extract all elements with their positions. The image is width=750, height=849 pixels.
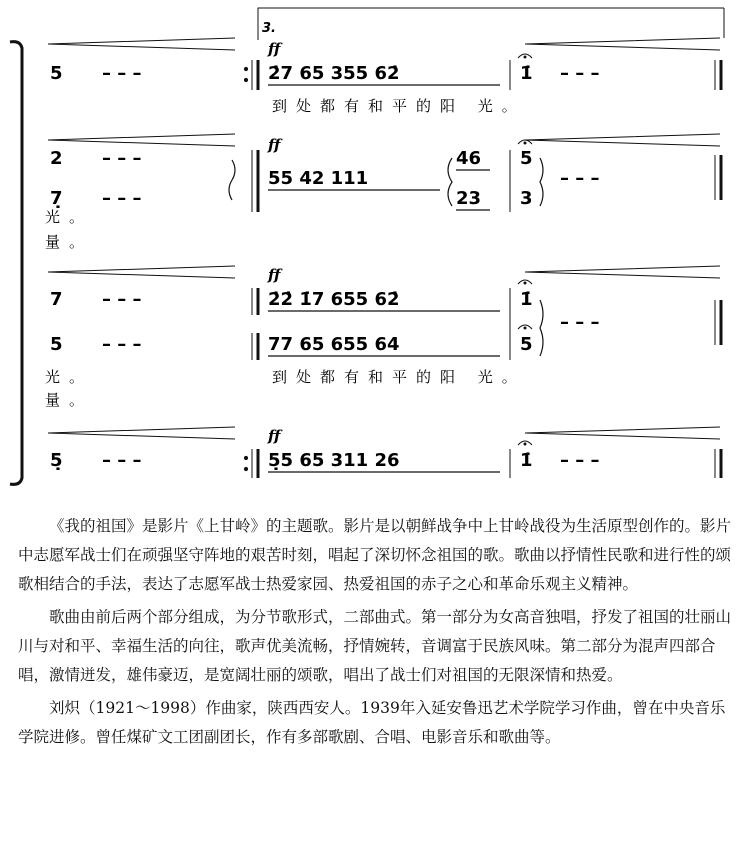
tail-dash: – – – bbox=[560, 450, 600, 471]
dynamic-ff-1: ff bbox=[268, 40, 281, 58]
dynamic-ff-3: ff bbox=[268, 266, 281, 284]
end-note-upper: 1̇ bbox=[520, 289, 533, 310]
staff-row-3 bbox=[45, 289, 600, 409]
paragraph-structure: 歌曲由前后两个部分组成，为分节歌形式，二部曲式。第一部分为女高音独唱，抒发了祖国的壮丽山川与对和平、幸福生活的向往，歌声优美流畅，抒情婉转，音调富于民族风味。第二部分为混声四部合唱，激情迸发，雄伟豪迈，是宽阔壮丽的颂歌，唱出了战士们对祖国的无限深情和热爱。 bbox=[18, 608, 732, 684]
volta-label: 3. bbox=[262, 21, 276, 36]
end-note-lower: 3 bbox=[520, 188, 533, 209]
tail-dash: – – – bbox=[560, 63, 600, 84]
dynamic-ff-4: ff bbox=[268, 427, 281, 445]
measure-notes-lower: 77 65 655 64 bbox=[268, 334, 400, 355]
dash-rest: – – – bbox=[102, 334, 142, 355]
paragraph-composer: 刘炽（1921～1998）作曲家，陕西西安人。1939年入延安鲁迅艺术学院学习作曲，曾在中央音乐学院进修。曾任煤矿文工团副团长，作有多部歌剧、合唱、电影音乐和歌曲等。 bbox=[18, 699, 726, 746]
lead-note-lower: 5 bbox=[50, 334, 63, 355]
tail-dash: – – – bbox=[560, 168, 600, 189]
left-lyric: 量。 bbox=[45, 233, 94, 251]
measure-notes: 2̇7 65 355 62̇ bbox=[268, 63, 400, 84]
lyric-line: 到处都有和平的阳 光。 bbox=[272, 97, 526, 115]
tail-dash: – – – bbox=[560, 312, 600, 333]
dash-rest: – – – bbox=[102, 450, 142, 471]
system-bracket bbox=[10, 42, 22, 485]
left-lyric: 光。 bbox=[45, 368, 94, 386]
barlines bbox=[244, 60, 721, 478]
dash-rest: – – – bbox=[102, 188, 142, 209]
dynamic-ff-2: ff bbox=[268, 136, 281, 154]
dash-rest: – – – bbox=[102, 289, 142, 310]
staff-row-2 bbox=[45, 148, 600, 251]
lead-note-upper: 7 bbox=[50, 289, 63, 310]
end-note-lower: 5 bbox=[520, 334, 533, 355]
lead-note: 5 bbox=[50, 63, 63, 84]
volta-bracket bbox=[258, 8, 724, 40]
left-lyric: 光。 bbox=[45, 208, 94, 226]
staff-row-1 bbox=[50, 63, 600, 115]
end-note: 1̇ bbox=[520, 63, 533, 84]
commentary bbox=[18, 512, 736, 756]
dash-rest: – – – bbox=[102, 148, 142, 169]
end-note: 1̇ bbox=[520, 450, 533, 471]
lead-note: 5̣ bbox=[50, 450, 63, 471]
paragraph-intro: 《我的祖国》是影片《上甘岭》的主题歌。影片是以朝鲜战争中上甘岭战役为生活原型创作的。影片中志愿军战士们在顽强坚守阵地的艰苦时刻，唱起了深切怀念祖国的歌。歌曲以抒情性民歌和进行性的颂歌相结合的手法，表达了志愿军战士热爱家园、热爱祖国的赤子之心和革命乐观主义精神。 bbox=[18, 517, 732, 593]
measure-notes-upper: 2̇2̇ 1̇7 655 62̇ bbox=[268, 289, 400, 310]
lyric-line: 到处都有和平的阳 光。 bbox=[272, 368, 526, 386]
left-lyric: 量。 bbox=[45, 391, 94, 409]
lead-note-lower: 7̣ bbox=[50, 188, 63, 209]
staff-row-4 bbox=[50, 450, 600, 471]
divisi-upper: 46 bbox=[456, 148, 482, 169]
dash-rest: – – – bbox=[102, 63, 142, 84]
end-note-upper: 5 bbox=[520, 148, 533, 169]
lead-note-upper: 2 bbox=[50, 148, 63, 169]
measure-notes: 55 42 111 bbox=[268, 168, 369, 189]
divisi-lower: 23 bbox=[456, 188, 482, 209]
measure-notes: 5̣5 65 311 26 bbox=[268, 450, 400, 471]
beams bbox=[268, 85, 500, 472]
